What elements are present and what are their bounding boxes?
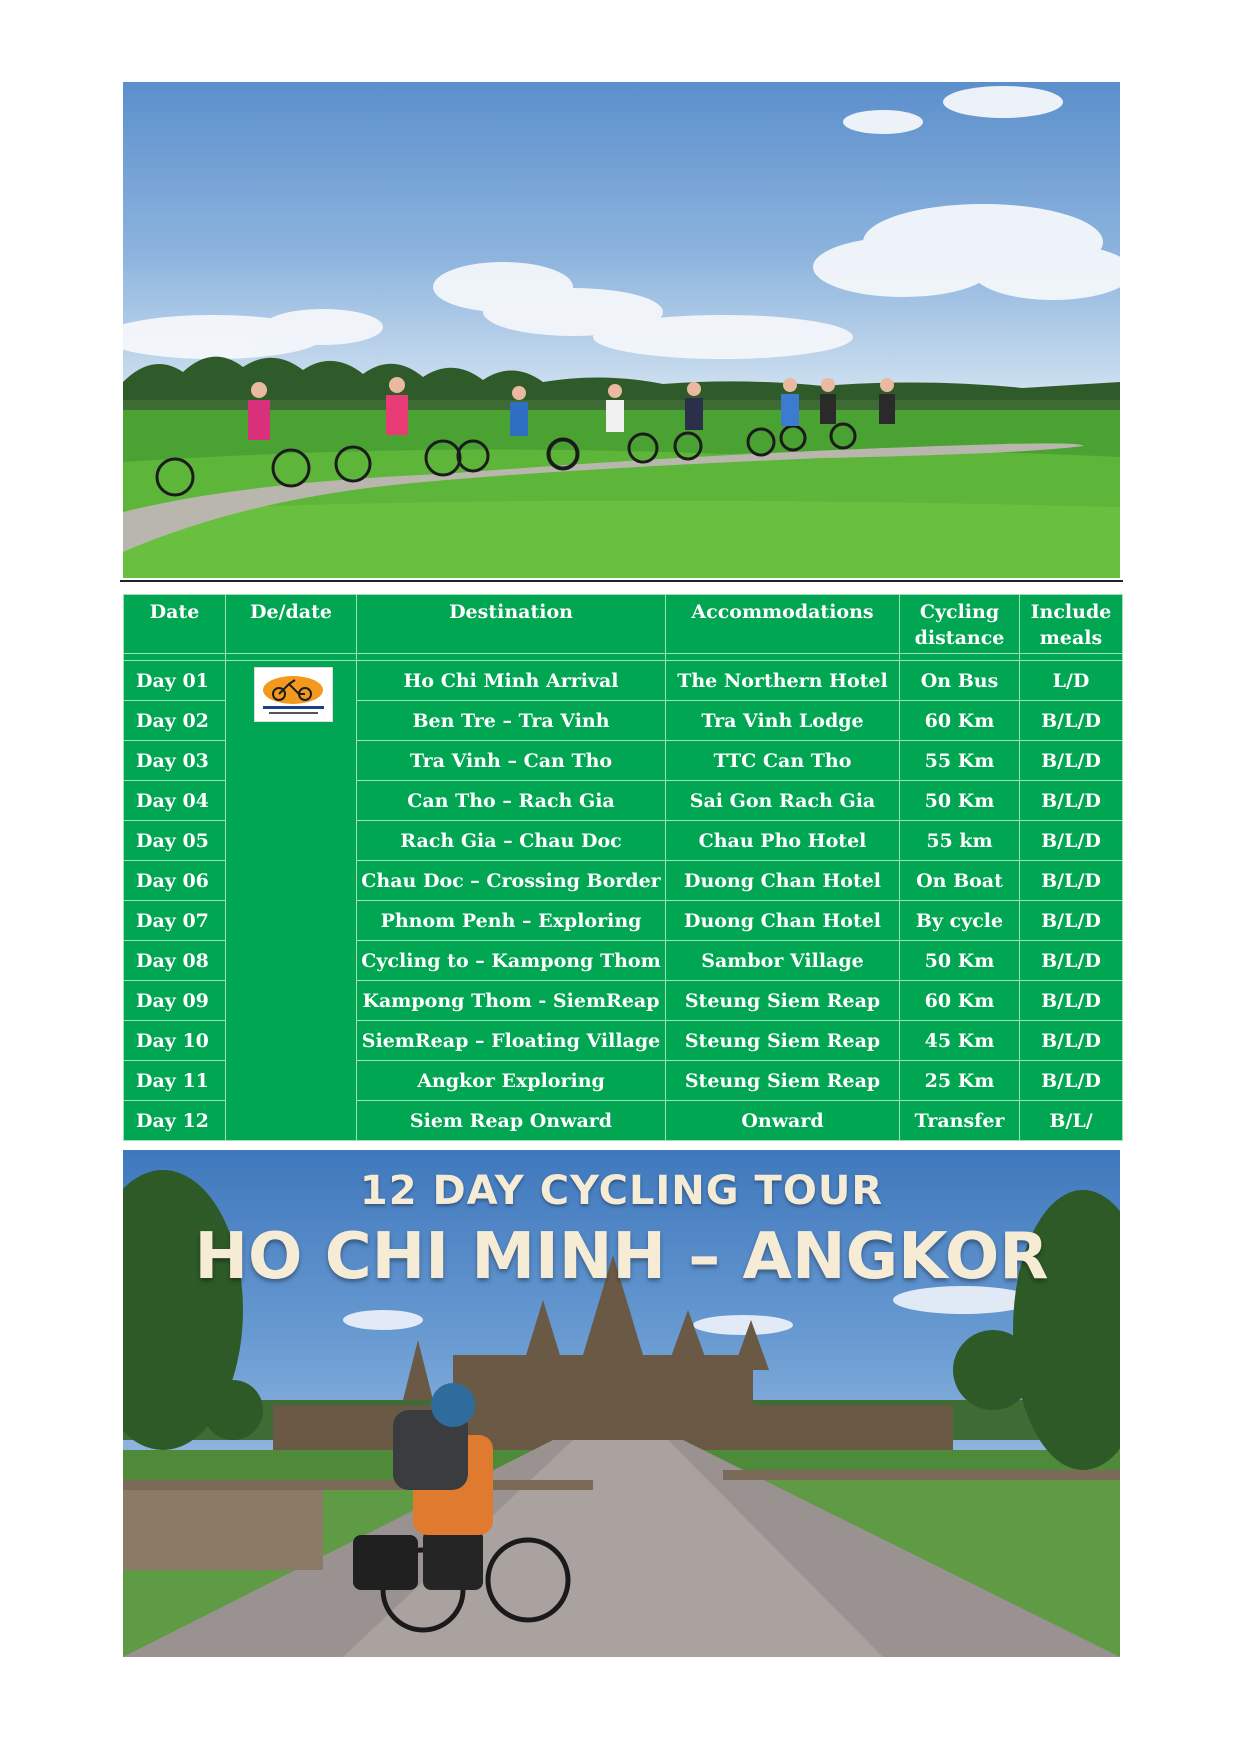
cell-distance: By cycle (900, 901, 1020, 941)
cell-meals: B/L/D (1020, 701, 1123, 741)
cell-distance: 60 Km (900, 981, 1020, 1021)
cell-destination: Cycling to – Kampong Thom (357, 941, 666, 981)
cell-accommodation: TTC Can Tho (666, 741, 900, 781)
cell-distance: 60 Km (900, 701, 1020, 741)
cell-meals: B/L/D (1020, 981, 1123, 1021)
cell-accommodation: Sambor Village (666, 941, 900, 981)
cell-destination: Siem Reap Onward (357, 1101, 666, 1141)
cell-distance: 45 Km (900, 1021, 1020, 1061)
cell-dedate (226, 661, 357, 1141)
cell-day: Day 01 (124, 661, 226, 701)
hero-photo-cyclists (123, 82, 1120, 578)
cell-destination: Rach Gia – Chau Doc (357, 821, 666, 861)
cell-accommodation: Chau Pho Hotel (666, 821, 900, 861)
table-row (124, 661, 1123, 701)
cell-day: Day 11 (124, 1061, 226, 1101)
cell-day: Day 12 (124, 1101, 226, 1141)
cell-day: Day 03 (124, 741, 226, 781)
table-header-row (124, 595, 1123, 654)
cell-meals: B/L/ (1020, 1101, 1123, 1141)
cell-destination: Ho Chi Minh Arrival (357, 661, 666, 701)
header-date: Date (124, 595, 226, 654)
cell-meals: B/L/D (1020, 941, 1123, 981)
cell-meals: B/L/D (1020, 1021, 1123, 1061)
cell-day: Day 05 (124, 821, 226, 861)
cell-meals: B/L/D (1020, 821, 1123, 861)
cell-destination: Kampong Thom - SiemReap (357, 981, 666, 1021)
cell-destination: Chau Doc – Crossing Border (357, 861, 666, 901)
cell-day: Day 07 (124, 901, 226, 941)
cell-distance: 50 Km (900, 941, 1020, 981)
cell-accommodation: Duong Chan Hotel (666, 901, 900, 941)
cell-meals: L/D (1020, 661, 1123, 701)
header-accommodations: Accommodations (666, 595, 900, 654)
cell-destination: Angkor Exploring (357, 1061, 666, 1101)
cell-destination: Phnom Penh – Exploring (357, 901, 666, 941)
cell-distance: Transfer (900, 1101, 1020, 1141)
cell-accommodation: Duong Chan Hotel (666, 861, 900, 901)
banner-photo-angkor (123, 1150, 1120, 1657)
cell-day: Day 04 (124, 781, 226, 821)
cell-day: Day 06 (124, 861, 226, 901)
cell-accommodation: Onward (666, 1101, 900, 1141)
cell-accommodation: The Northern Hotel (666, 661, 900, 701)
header-meals-line2: meals (1039, 627, 1103, 649)
itinerary-table (123, 594, 1123, 1141)
cell-meals: B/L/D (1020, 1061, 1123, 1101)
cell-meals: B/L/D (1020, 861, 1123, 901)
company-logo (254, 667, 333, 722)
cell-accommodation: Steung Siem Reap (666, 1061, 900, 1101)
cell-destination: SiemReap – Floating Village (357, 1021, 666, 1061)
cell-distance: 50 Km (900, 781, 1020, 821)
cell-meals: B/L/D (1020, 901, 1123, 941)
cell-meals: B/L/D (1020, 741, 1123, 781)
header-meals-line1: Include (1030, 601, 1112, 623)
cell-distance: On Bus (900, 661, 1020, 701)
cell-accommodation: Tra Vinh Lodge (666, 701, 900, 741)
cell-destination: Ben Tre – Tra Vinh (357, 701, 666, 741)
cell-distance: 55 Km (900, 741, 1020, 781)
header-destination: Destination (357, 595, 666, 654)
header-distance-line2: distance (914, 627, 1005, 649)
cell-destination: Tra Vinh – Can Tho (357, 741, 666, 781)
banner-title: HO CHI MINH – ANGKOR (194, 1220, 1049, 1294)
cell-accommodation: Steung Siem Reap (666, 981, 900, 1021)
cell-day: Day 10 (124, 1021, 226, 1061)
header-dedate: De/date (226, 595, 357, 654)
cell-distance: 55 km (900, 821, 1020, 861)
cell-distance: On Boat (900, 861, 1020, 901)
cell-distance: 25 Km (900, 1061, 1020, 1101)
divider-line (120, 580, 1123, 582)
cell-accommodation: Steung Siem Reap (666, 1021, 900, 1061)
banner-subtitle: 12 DAY CYCLING TOUR (359, 1168, 884, 1214)
cell-day: Day 02 (124, 701, 226, 741)
header-cycling-distance (900, 595, 1020, 654)
cell-day: Day 08 (124, 941, 226, 981)
cell-accommodation: Sai Gon Rach Gia (666, 781, 900, 821)
cell-destination: Can Tho – Rach Gia (357, 781, 666, 821)
header-include-meals (1020, 595, 1123, 654)
cell-meals: B/L/D (1020, 781, 1123, 821)
header-distance-line1: Cycling (919, 601, 1000, 623)
cell-day: Day 09 (124, 981, 226, 1021)
